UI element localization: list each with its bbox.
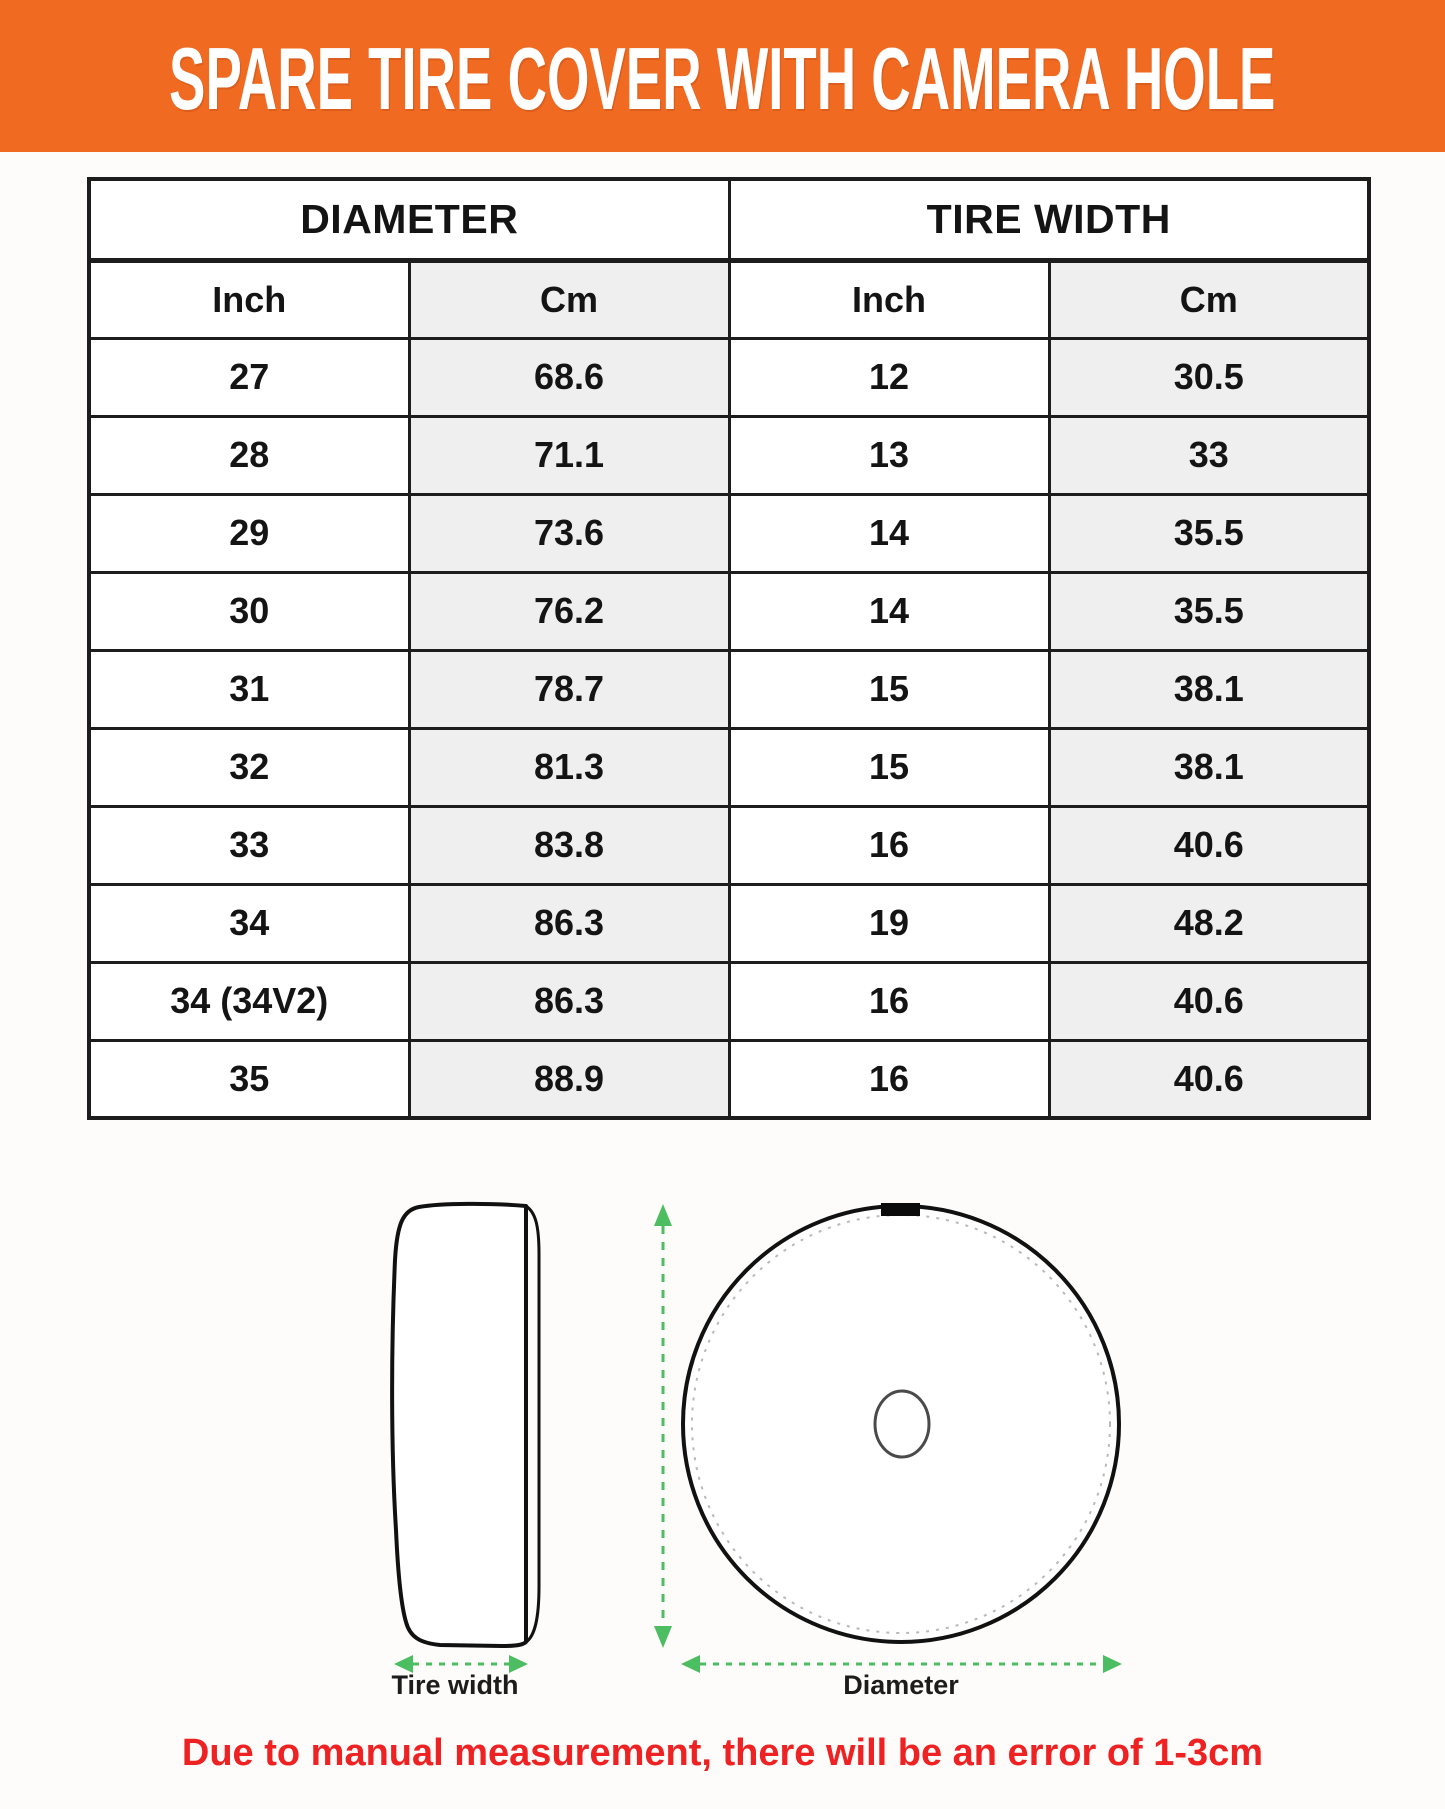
cm-cell: 88.9 bbox=[409, 1040, 729, 1118]
inch-cell: 15 bbox=[729, 650, 1049, 728]
inch-cell: 33 bbox=[89, 806, 409, 884]
inch-cell: 32 bbox=[89, 728, 409, 806]
cm-cell: 40.6 bbox=[1049, 1040, 1369, 1118]
inch-cell: 30 bbox=[89, 572, 409, 650]
cm-cell: 38.1 bbox=[1049, 650, 1369, 728]
table-row bbox=[89, 1040, 1369, 1118]
tire-width-label: Tire width bbox=[391, 1670, 519, 1700]
camera-hole bbox=[875, 1391, 929, 1457]
group-header-tire-width: TIRE WIDTH bbox=[729, 179, 1369, 260]
cm-cell: 76.2 bbox=[409, 572, 729, 650]
cm-cell: 73.6 bbox=[409, 494, 729, 572]
cm-cell: 38.1 bbox=[1049, 728, 1369, 806]
cm-cell: 40.6 bbox=[1049, 962, 1369, 1040]
measurement-note: Due to manual measurement, there will be an error of 1-3cm bbox=[181, 1732, 1264, 1774]
cm-cell: 33 bbox=[1049, 416, 1369, 494]
cm-cell: 78.7 bbox=[409, 650, 729, 728]
inch-cell: 14 bbox=[729, 494, 1049, 572]
cm-cell: 35.5 bbox=[1049, 572, 1369, 650]
column-header-row bbox=[89, 260, 1369, 338]
column-header-cm-tirewidth: Cm bbox=[1049, 260, 1369, 338]
cm-cell: 86.3 bbox=[409, 884, 729, 962]
inch-cell: 19 bbox=[729, 884, 1049, 962]
inch-cell: 35 bbox=[89, 1040, 409, 1118]
table-row bbox=[89, 806, 1369, 884]
column-header-inch-tirewidth: Inch bbox=[729, 260, 1049, 338]
table-row bbox=[89, 728, 1369, 806]
tire-diagram bbox=[0, 1190, 1445, 1710]
table-row bbox=[89, 962, 1369, 1040]
inch-cell: 34 bbox=[89, 884, 409, 962]
cm-cell: 68.6 bbox=[409, 338, 729, 416]
inch-cell: 34 (34V2) bbox=[89, 962, 409, 1040]
size-table bbox=[87, 177, 1371, 1120]
cm-cell: 86.3 bbox=[409, 962, 729, 1040]
cm-cell: 35.5 bbox=[1049, 494, 1369, 572]
table-row bbox=[89, 572, 1369, 650]
inch-cell: 13 bbox=[729, 416, 1049, 494]
group-header-row bbox=[89, 179, 1369, 260]
top-tab bbox=[881, 1203, 920, 1216]
group-header-diameter: DIAMETER bbox=[89, 179, 729, 260]
front-view-drawing bbox=[683, 1203, 1119, 1642]
inch-cell: 31 bbox=[89, 650, 409, 728]
inch-cell: 12 bbox=[729, 338, 1049, 416]
column-header-cm-diameter: Cm bbox=[409, 260, 729, 338]
table-row bbox=[89, 494, 1369, 572]
table-row bbox=[89, 338, 1369, 416]
page-title: SPARE TIRE COVER WITH CAMERA HOLE bbox=[169, 29, 1276, 128]
side-view-drawing bbox=[392, 1204, 539, 1646]
header-banner bbox=[0, 0, 1445, 152]
inch-cell: 16 bbox=[729, 806, 1049, 884]
cm-cell: 40.6 bbox=[1049, 806, 1369, 884]
inch-cell: 16 bbox=[729, 1040, 1049, 1118]
table-row bbox=[89, 650, 1369, 728]
inch-cell: 14 bbox=[729, 572, 1049, 650]
inch-cell: 27 bbox=[89, 338, 409, 416]
inch-cell: 29 bbox=[89, 494, 409, 572]
table-row bbox=[89, 416, 1369, 494]
inch-cell: 28 bbox=[89, 416, 409, 494]
size-table-body bbox=[89, 338, 1369, 1118]
inch-cell: 15 bbox=[729, 728, 1049, 806]
cm-cell: 48.2 bbox=[1049, 884, 1369, 962]
vertical-measure-arrow bbox=[654, 1204, 672, 1648]
diameter-label: Diameter bbox=[843, 1670, 959, 1700]
cm-cell: 30.5 bbox=[1049, 338, 1369, 416]
inch-cell: 16 bbox=[729, 962, 1049, 1040]
size-table-head bbox=[89, 179, 1369, 338]
side-view-outline bbox=[392, 1204, 526, 1646]
cm-cell: 71.1 bbox=[409, 416, 729, 494]
column-header-inch-diameter: Inch bbox=[89, 260, 409, 338]
table-row bbox=[89, 884, 1369, 962]
cm-cell: 81.3 bbox=[409, 728, 729, 806]
cm-cell: 83.8 bbox=[409, 806, 729, 884]
